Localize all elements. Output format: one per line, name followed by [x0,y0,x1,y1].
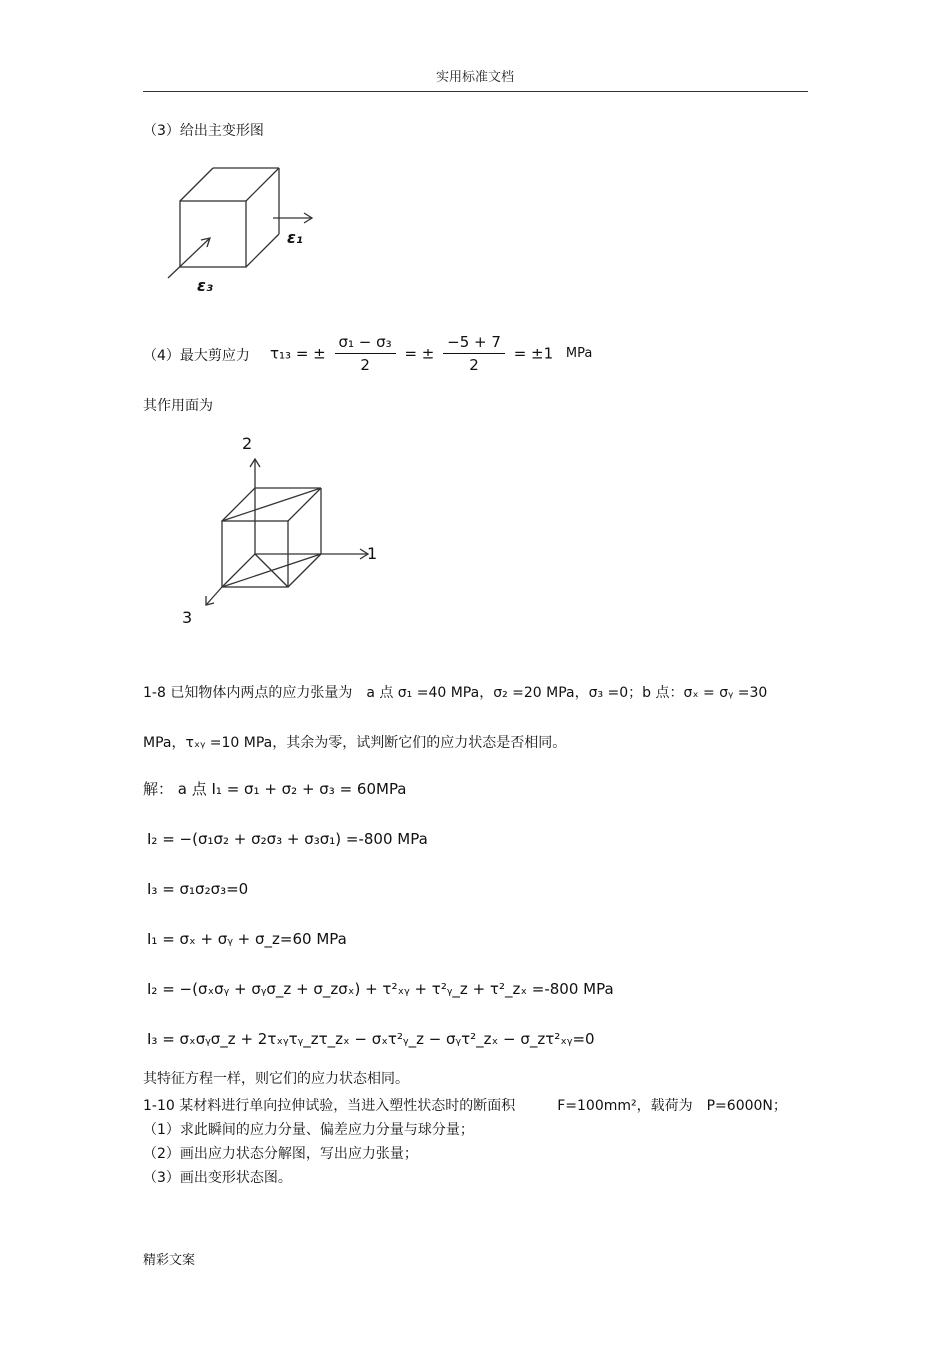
epsilon1-label: ε₁ [287,228,303,247]
epsilon3-arrow [168,238,210,278]
fraction-sigma-den: 2 [360,356,370,374]
problem-1-8-line1: 1-8 已知物体内两点的应力张量为 a 点 σ₁ =40 MPa，σ₂ =20 MPa，σ₃ =0；b 点：σₓ = σᵧ =30 [143,685,768,701]
solution-eq4: I₁ = σₓ + σᵧ + σ_z=60 MPa [147,930,347,948]
shear-plane-figure [170,425,390,635]
solution-conclusion: 其特征方程一样，则它们的应力状态相同。 [143,1071,409,1087]
problem-1-8-line2: MPa，τₓᵧ =10 MPa，其余为零，试判断它们的应力状态是否相同。 [143,735,567,751]
axis3-arrow [206,587,222,605]
section-3-label: （3）给出主变形图 [143,123,264,139]
axis3-label: 3 [182,608,193,627]
diagonal-top [222,488,321,521]
diagonal-cross [255,554,288,587]
header-rule [143,91,808,92]
fraction-values-den: 2 [469,356,479,374]
solution-eq6: I₃ = σₓσᵧσ_z + 2τₓᵧτᵧ_zτ_zₓ − σₓτ²ᵧ_z − σᵧτ²_zₓ − σ_zτ²ₓᵧ=0 [147,1030,595,1048]
shear-result: = ±1 [513,344,554,363]
shear-lhs: τ₁₃ = ± [270,344,326,363]
axis2-label: 2 [242,434,253,453]
max-shear-equation [270,333,592,374]
problem-1-10-q1: （1）求此瞬间的应力分量、偏差应力分量与球分量； [143,1122,474,1138]
fraction-values [443,333,505,374]
shear-unit: MPa [565,346,593,361]
principal-strain-figure [160,160,330,300]
page-footer: 精彩文案 [143,1253,196,1268]
axis1-label: 1 [367,544,378,563]
plane-text: 其作用面为 [143,398,213,414]
fraction-sigma [335,333,396,374]
problem-1-10-line1: 1-10 某材料进行单向拉伸试验，当进入塑性状态时的断面积 F=100mm²，载荷为 P=6000N； [143,1098,787,1114]
epsilon3-label: ε₃ [197,276,213,295]
fraction-sigma-num: σ₁ − σ₃ [335,333,396,354]
problem-1-10-q2: （2）画出应力状态分解图，写出应力张量； [143,1146,418,1162]
solution-eq1: 解： a 点 I₁ = σ₁ + σ₂ + σ₃ = 60MPa [143,780,407,798]
section-4-label: （4）最大剪应力 [143,348,250,364]
solution-eq3: I₃ = σ₁σ₂σ₃=0 [147,880,249,898]
page-header: 实用标准文档 [435,70,514,85]
shear-mid: = ± [404,344,435,363]
problem-1-10-q3: （3）画出变形状态图。 [143,1170,292,1186]
solution-eq5: I₂ = −(σₓσᵧ + σᵧσ_z + σ_zσₓ) + τ²ₓᵧ + τ²ᵧ_z + τ²_zₓ =-800 MPa [147,980,614,998]
solution-eq2: I₂ = −(σ₁σ₂ + σ₂σ₃ + σ₃σ₁) =-800 MPa [147,830,428,848]
fraction-values-num: −5 + 7 [443,333,505,354]
